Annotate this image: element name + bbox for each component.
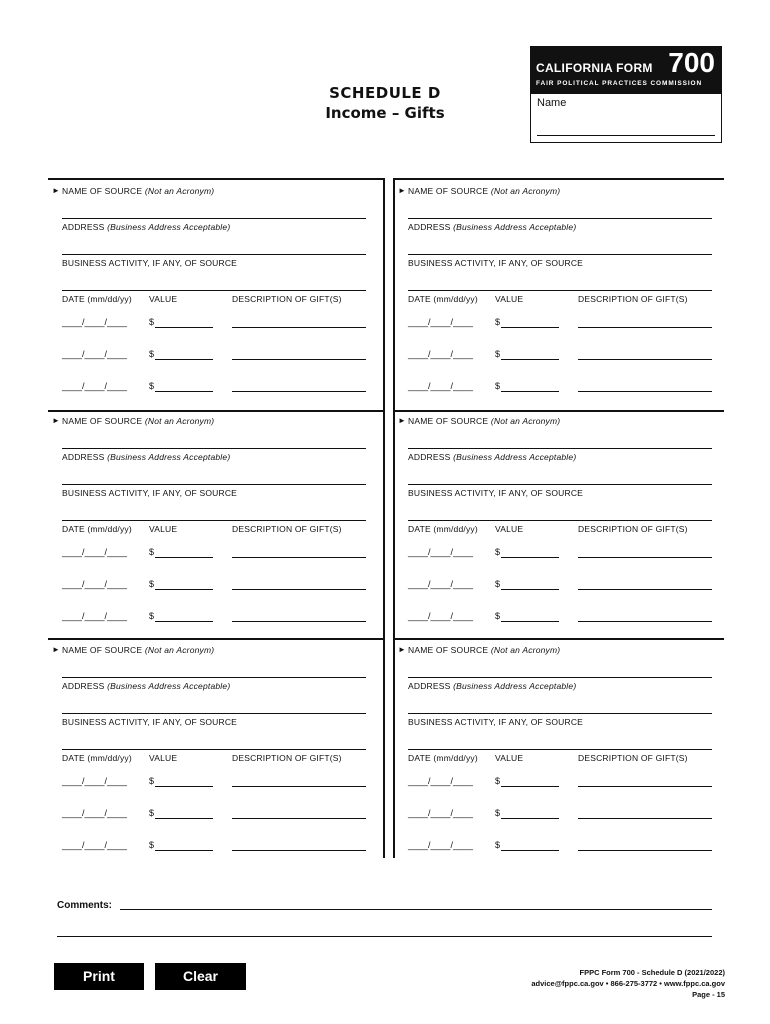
- address-field[interactable]: [408, 484, 712, 485]
- date-field[interactable]: ____/____/____: [408, 317, 474, 327]
- description-field[interactable]: [578, 359, 712, 360]
- dollar-sign: $: [495, 317, 501, 327]
- name-of-source-label: [62, 186, 214, 196]
- top-rule-left: [48, 178, 385, 180]
- value-field[interactable]: [501, 786, 559, 787]
- dollar-sign: $: [495, 808, 501, 818]
- form-label: CALIFORNIA FORM: [536, 61, 653, 75]
- commission-label: FAIR POLITICAL PRACTICES COMMISSION: [536, 80, 703, 87]
- business-activity-field[interactable]: [408, 290, 712, 291]
- description-field[interactable]: [232, 786, 366, 787]
- row-rule-2-left: [48, 638, 385, 640]
- business-activity-label: BUSINESS ACTIVITY, IF ANY, OF SOURCE: [62, 258, 238, 268]
- value-field[interactable]: [501, 327, 559, 328]
- date-field[interactable]: ____/____/____: [62, 579, 128, 589]
- address-note: (Business Address Acceptable): [453, 452, 577, 462]
- description-field[interactable]: [578, 621, 712, 622]
- date-field[interactable]: ____/____/____: [408, 611, 474, 621]
- name-label: Name: [537, 97, 567, 109]
- value-header: VALUE: [149, 524, 178, 534]
- address-note: (Business Address Acceptable): [107, 222, 231, 232]
- value-header: VALUE: [495, 524, 524, 534]
- address-field[interactable]: [62, 254, 366, 255]
- footer-page: Page - 15: [692, 990, 725, 999]
- footer-form-id: FPPC Form 700 - Schedule D (2021/2022): [579, 968, 725, 977]
- address-label: [62, 222, 230, 232]
- description-field[interactable]: [578, 786, 712, 787]
- business-activity-field[interactable]: [408, 520, 712, 521]
- dollar-sign: $: [149, 808, 155, 818]
- value-field[interactable]: [155, 786, 213, 787]
- description-header: DESCRIPTION OF GIFT(S): [232, 524, 342, 534]
- name-of-source-field[interactable]: [408, 677, 712, 678]
- date-header: DATE (mm/dd/yy): [62, 294, 132, 304]
- name-field[interactable]: [537, 135, 715, 136]
- description-field[interactable]: [578, 589, 712, 590]
- address-field[interactable]: [408, 254, 712, 255]
- address-note: (Business Address Acceptable): [107, 452, 231, 462]
- address-note: (Business Address Acceptable): [453, 222, 577, 232]
- date-field[interactable]: ____/____/____: [408, 840, 474, 850]
- address-text: ADDRESS: [62, 452, 105, 462]
- description-field[interactable]: [232, 327, 366, 328]
- value-field[interactable]: [155, 557, 213, 558]
- value-header: VALUE: [495, 294, 524, 304]
- date-field[interactable]: ____/____/____: [62, 808, 128, 818]
- name-of-source-label: [62, 416, 214, 426]
- value-field[interactable]: [155, 391, 213, 392]
- arrow-icon: ►: [52, 186, 60, 195]
- name-note: (Not an Acronym): [144, 645, 215, 655]
- address-label: [62, 681, 230, 691]
- name-note: (Not an Acronym): [144, 416, 215, 426]
- row-rule-1-right: [394, 410, 724, 412]
- value-field[interactable]: [501, 557, 559, 558]
- address-label: [62, 452, 230, 462]
- schedule-title: SCHEDULE D: [329, 84, 441, 102]
- date-field[interactable]: ____/____/____: [408, 349, 474, 359]
- address-field[interactable]: [62, 484, 366, 485]
- value-field[interactable]: [155, 621, 213, 622]
- description-header: DESCRIPTION OF GIFT(S): [578, 753, 688, 763]
- name-of-source-label: [408, 416, 560, 426]
- value-field[interactable]: [155, 327, 213, 328]
- address-text: ADDRESS: [408, 222, 451, 232]
- address-note: (Business Address Acceptable): [107, 681, 231, 691]
- name-of-source-field[interactable]: [62, 677, 366, 678]
- value-field[interactable]: [501, 391, 559, 392]
- print-button[interactable]: Print: [54, 963, 144, 990]
- date-field[interactable]: ____/____/____: [62, 611, 128, 621]
- description-field[interactable]: [232, 850, 366, 851]
- column-divider-a: [383, 178, 385, 858]
- name-of-source-text: NAME OF SOURCE: [62, 645, 143, 655]
- business-activity-field[interactable]: [62, 749, 366, 750]
- value-field[interactable]: [155, 850, 213, 851]
- value-field[interactable]: [155, 359, 213, 360]
- name-of-source-text: NAME OF SOURCE: [408, 186, 489, 196]
- address-label: [408, 681, 576, 691]
- dollar-sign: $: [495, 579, 501, 589]
- value-header: VALUE: [495, 753, 524, 763]
- name-of-source-field[interactable]: [62, 448, 366, 449]
- name-of-source-text: NAME OF SOURCE: [408, 416, 489, 426]
- description-header: DESCRIPTION OF GIFT(S): [232, 753, 342, 763]
- address-field[interactable]: [408, 713, 712, 714]
- description-field[interactable]: [232, 621, 366, 622]
- description-field[interactable]: [578, 391, 712, 392]
- dollar-sign: $: [149, 349, 155, 359]
- address-label: [408, 452, 576, 462]
- name-note: (Not an Acronym): [490, 416, 561, 426]
- value-header: VALUE: [149, 294, 178, 304]
- dollar-sign: $: [149, 579, 155, 589]
- comments-field-line-1[interactable]: [120, 909, 712, 910]
- name-of-source-field[interactable]: [408, 218, 712, 219]
- dollar-sign: $: [495, 349, 501, 359]
- business-activity-label: BUSINESS ACTIVITY, IF ANY, OF SOURCE: [62, 488, 238, 498]
- name-of-source-label: [62, 645, 214, 655]
- description-field[interactable]: [578, 850, 712, 851]
- dollar-sign: $: [149, 840, 155, 850]
- date-field[interactable]: ____/____/____: [408, 776, 474, 786]
- name-of-source-field[interactable]: [408, 448, 712, 449]
- name-of-source-label: [408, 186, 560, 196]
- name-of-source-label: [408, 645, 560, 655]
- date-header: DATE (mm/dd/yy): [62, 753, 132, 763]
- date-header: DATE (mm/dd/yy): [408, 524, 478, 534]
- form-id-box: [530, 46, 722, 143]
- address-note: (Business Address Acceptable): [453, 681, 577, 691]
- value-field[interactable]: [155, 589, 213, 590]
- dollar-sign: $: [149, 317, 155, 327]
- address-text: ADDRESS: [62, 222, 105, 232]
- date-field[interactable]: ____/____/____: [62, 381, 128, 391]
- dollar-sign: $: [495, 611, 501, 621]
- address-field[interactable]: [62, 713, 366, 714]
- business-activity-label: BUSINESS ACTIVITY, IF ANY, OF SOURCE: [62, 717, 238, 727]
- business-activity-label: BUSINESS ACTIVITY, IF ANY, OF SOURCE: [408, 717, 584, 727]
- arrow-icon: ►: [52, 416, 60, 425]
- name-of-source-text: NAME OF SOURCE: [408, 645, 489, 655]
- column-divider-b: [393, 178, 395, 858]
- name-note: (Not an Acronym): [490, 645, 561, 655]
- date-field[interactable]: ____/____/____: [408, 808, 474, 818]
- footer-contact: advice@fppc.ca.gov • 866-275-3772 • www.fppc.ca.gov: [531, 979, 725, 988]
- dollar-sign: $: [149, 611, 155, 621]
- arrow-icon: ►: [398, 645, 406, 654]
- address-text: ADDRESS: [408, 681, 451, 691]
- description-field[interactable]: [232, 557, 366, 558]
- name-of-source-field[interactable]: [62, 218, 366, 219]
- arrow-icon: ►: [398, 416, 406, 425]
- dollar-sign: $: [495, 381, 501, 391]
- description-field[interactable]: [232, 391, 366, 392]
- date-header: DATE (mm/dd/yy): [408, 753, 478, 763]
- description-field[interactable]: [232, 818, 366, 819]
- date-field[interactable]: ____/____/____: [62, 776, 128, 786]
- comments-field-line-2[interactable]: [57, 936, 712, 937]
- dollar-sign: $: [149, 381, 155, 391]
- schedule-subtitle: Income – Gifts: [325, 104, 445, 122]
- value-field[interactable]: [501, 850, 559, 851]
- date-field[interactable]: ____/____/____: [408, 579, 474, 589]
- description-field[interactable]: [578, 557, 712, 558]
- dollar-sign: $: [149, 547, 155, 557]
- business-activity-field[interactable]: [408, 749, 712, 750]
- dollar-sign: $: [495, 547, 501, 557]
- dollar-sign: $: [149, 776, 155, 786]
- top-rule-right: [394, 178, 724, 180]
- date-field[interactable]: ____/____/____: [408, 381, 474, 391]
- form-number: 700: [668, 47, 715, 78]
- business-activity-field[interactable]: [62, 290, 366, 291]
- clear-button[interactable]: Clear: [155, 963, 246, 990]
- name-note: (Not an Acronym): [490, 186, 561, 196]
- value-header: VALUE: [149, 753, 178, 763]
- value-field[interactable]: [501, 818, 559, 819]
- date-field[interactable]: ____/____/____: [408, 547, 474, 557]
- date-header: DATE (mm/dd/yy): [408, 294, 478, 304]
- date-field[interactable]: ____/____/____: [62, 840, 128, 850]
- row-rule-2-right: [394, 638, 724, 640]
- business-activity-label: BUSINESS ACTIVITY, IF ANY, OF SOURCE: [408, 488, 584, 498]
- name-of-source-text: NAME OF SOURCE: [62, 186, 143, 196]
- description-field[interactable]: [232, 589, 366, 590]
- value-field[interactable]: [501, 359, 559, 360]
- description-header: DESCRIPTION OF GIFT(S): [578, 294, 688, 304]
- business-activity-field[interactable]: [62, 520, 366, 521]
- comments-label: Comments:: [57, 900, 113, 911]
- description-field[interactable]: [578, 327, 712, 328]
- description-header: DESCRIPTION OF GIFT(S): [232, 294, 342, 304]
- dollar-sign: $: [495, 840, 501, 850]
- description-header: DESCRIPTION OF GIFT(S): [578, 524, 688, 534]
- arrow-icon: ►: [398, 186, 406, 195]
- address-text: ADDRESS: [62, 681, 105, 691]
- date-header: DATE (mm/dd/yy): [62, 524, 132, 534]
- business-activity-label: BUSINESS ACTIVITY, IF ANY, OF SOURCE: [408, 258, 584, 268]
- row-rule-1-left: [48, 410, 385, 412]
- address-text: ADDRESS: [408, 452, 451, 462]
- date-field[interactable]: ____/____/____: [62, 317, 128, 327]
- value-field[interactable]: [155, 818, 213, 819]
- address-label: [408, 222, 576, 232]
- value-field[interactable]: [501, 589, 559, 590]
- name-of-source-text: NAME OF SOURCE: [62, 416, 143, 426]
- description-field[interactable]: [578, 818, 712, 819]
- date-field[interactable]: ____/____/____: [62, 349, 128, 359]
- description-field[interactable]: [232, 359, 366, 360]
- dollar-sign: $: [495, 776, 501, 786]
- name-note: (Not an Acronym): [144, 186, 215, 196]
- date-field[interactable]: ____/____/____: [62, 547, 128, 557]
- form-id-header: [531, 47, 721, 94]
- arrow-icon: ►: [52, 645, 60, 654]
- value-field[interactable]: [501, 621, 559, 622]
